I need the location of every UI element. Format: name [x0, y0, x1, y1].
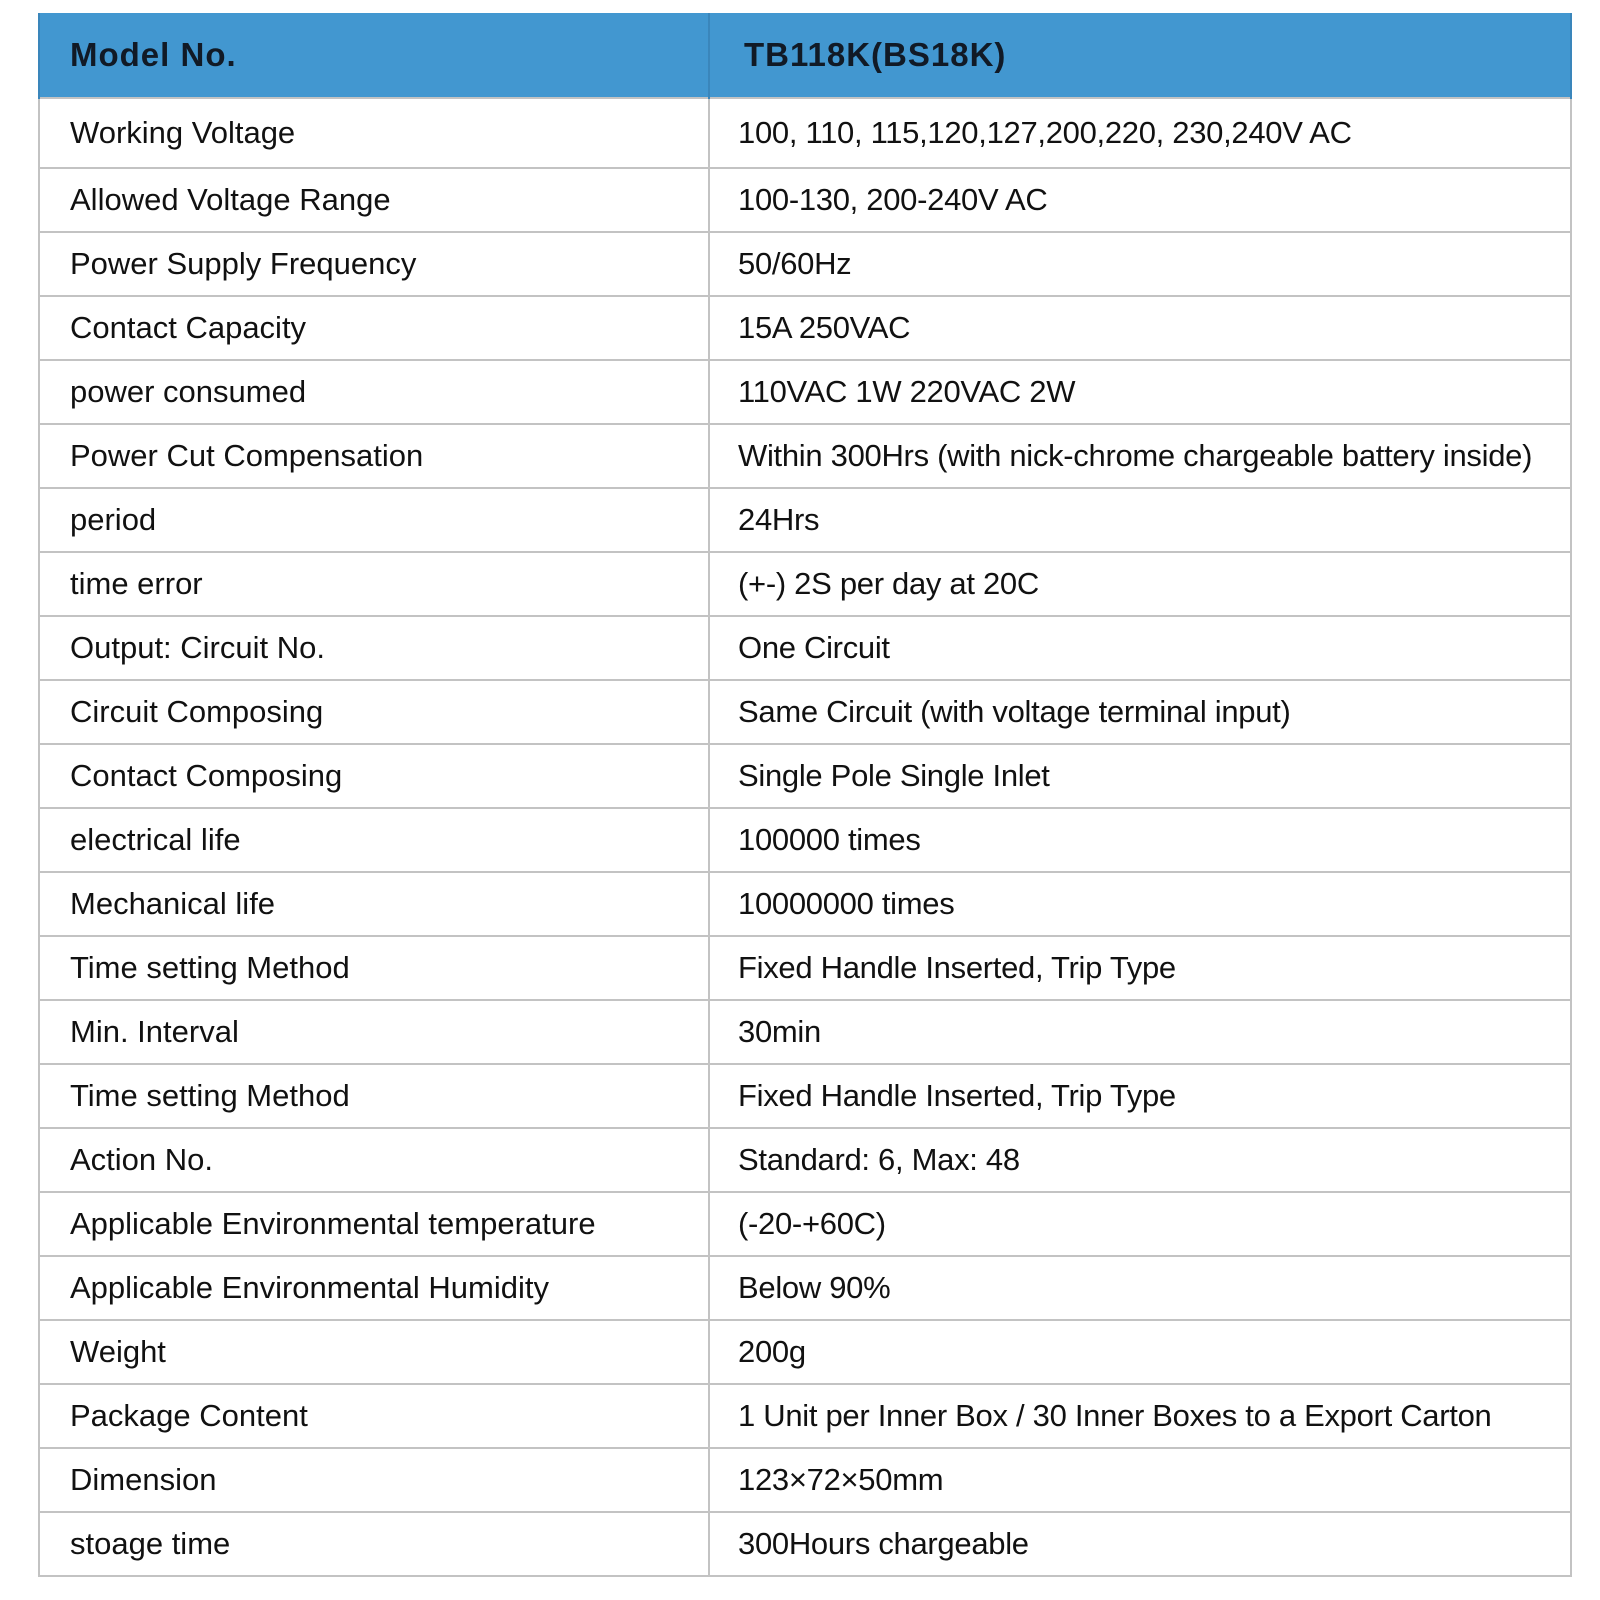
spec-label: Weight: [39, 1320, 709, 1384]
header-row: [39, 13, 1571, 98]
table-row: [39, 296, 1571, 360]
table-row: [39, 488, 1571, 552]
spec-value: Fixed Handle Inserted, Trip Type: [709, 1064, 1571, 1128]
spec-value: (+-) 2S per day at 20C: [709, 552, 1571, 616]
spec-label: Dimension: [39, 1448, 709, 1512]
spec-label: Output: Circuit No.: [39, 616, 709, 680]
spec-value: 30min: [709, 1000, 1571, 1064]
spec-value: Single Pole Single Inlet: [709, 744, 1571, 808]
spec-label: Circuit Composing: [39, 680, 709, 744]
header-value: TB118K(BS18K): [709, 13, 1571, 98]
header-label: Model No.: [39, 13, 709, 98]
table-row: [39, 680, 1571, 744]
spec-value: 1 Unit per Inner Box / 30 Inner Boxes to a Export Carton: [709, 1384, 1571, 1448]
spec-label: Power Supply Frequency: [39, 232, 709, 296]
table-row: [39, 744, 1571, 808]
spec-label: Action No.: [39, 1128, 709, 1192]
table-row: [39, 98, 1571, 168]
spec-label: Working Voltage: [39, 98, 709, 168]
spec-label: Applicable Environmental temperature: [39, 1192, 709, 1256]
spec-value: 100-130, 200-240V AC: [709, 168, 1571, 232]
table-row: [39, 360, 1571, 424]
table-row: [39, 1000, 1571, 1064]
spec-value: 24Hrs: [709, 488, 1571, 552]
spec-label: stoage time: [39, 1512, 709, 1576]
table-row: [39, 1512, 1571, 1576]
spec-label: Applicable Environmental Humidity: [39, 1256, 709, 1320]
spec-label: period: [39, 488, 709, 552]
table-row: [39, 1320, 1571, 1384]
table-row: [39, 1256, 1571, 1320]
spec-value: 123×72×50mm: [709, 1448, 1571, 1512]
table-row: [39, 1384, 1571, 1448]
spec-value: 100000 times: [709, 808, 1571, 872]
spec-label: Contact Composing: [39, 744, 709, 808]
spec-value: 200g: [709, 1320, 1571, 1384]
spec-value: Within 300Hrs (with nick-chrome chargeable battery inside): [709, 424, 1571, 488]
table-row: [39, 1192, 1571, 1256]
spec-label: Allowed Voltage Range: [39, 168, 709, 232]
spec-value: Standard: 6, Max: 48: [709, 1128, 1571, 1192]
spec-table: [38, 13, 1572, 1577]
table-row: [39, 1064, 1571, 1128]
spec-value: 10000000 times: [709, 872, 1571, 936]
table-row: [39, 1128, 1571, 1192]
spec-value: 110VAC 1W 220VAC 2W: [709, 360, 1571, 424]
table-row: [39, 424, 1571, 488]
spec-label: Mechanical life: [39, 872, 709, 936]
spec-label: Package Content: [39, 1384, 709, 1448]
table-row: [39, 1448, 1571, 1512]
table-row: [39, 936, 1571, 1000]
spec-value: 100, 110, 115,120,127,200,220, 230,240V AC: [709, 98, 1571, 168]
spec-value: 50/60Hz: [709, 232, 1571, 296]
spec-value: Below 90%: [709, 1256, 1571, 1320]
spec-value: 15A 250VAC: [709, 296, 1571, 360]
spec-label: Time setting Method: [39, 936, 709, 1000]
spec-label: power consumed: [39, 360, 709, 424]
spec-label: Contact Capacity: [39, 296, 709, 360]
spec-value: 300Hours chargeable: [709, 1512, 1571, 1576]
table-row: [39, 232, 1571, 296]
spec-value: Fixed Handle Inserted, Trip Type: [709, 936, 1571, 1000]
spec-value: (-20-+60C): [709, 1192, 1571, 1256]
table-row: [39, 616, 1571, 680]
table-row: [39, 552, 1571, 616]
table-row: [39, 808, 1571, 872]
spec-label: Time setting Method: [39, 1064, 709, 1128]
spec-label: time error: [39, 552, 709, 616]
spec-value: Same Circuit (with voltage terminal input): [709, 680, 1571, 744]
spec-label: Min. Interval: [39, 1000, 709, 1064]
table-row: [39, 168, 1571, 232]
table-row: [39, 872, 1571, 936]
spec-label: Power Cut Compensation: [39, 424, 709, 488]
spec-value: One Circuit: [709, 616, 1571, 680]
spec-label: electrical life: [39, 808, 709, 872]
